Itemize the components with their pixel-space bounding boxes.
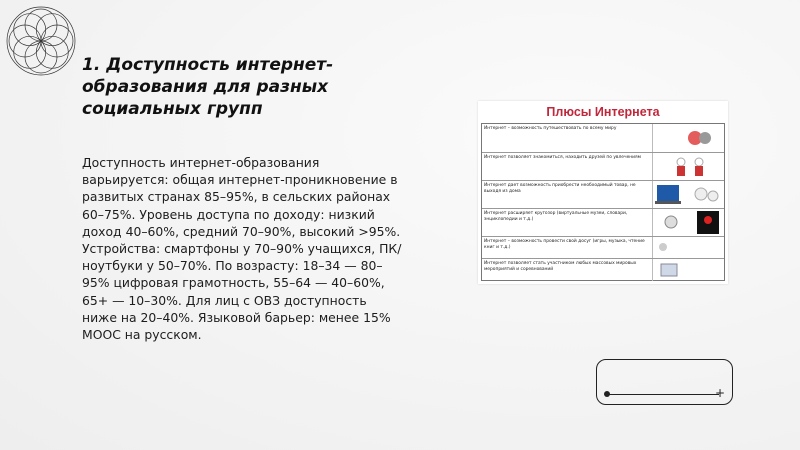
table-row [482,209,724,237]
timeline-box [596,359,733,405]
timeline-line [607,394,719,395]
benefits-table [481,123,725,281]
people-icon [652,153,724,180]
row-text: Интернет позволяет стать участником любых массовых мировых мероприятий и соревнований [484,261,637,272]
music-icon [652,237,724,258]
table-row [482,259,724,281]
table-row [482,124,724,153]
table-row [482,237,724,259]
picture-title: Плюсы Интернета [546,105,660,119]
slide-title: 1. Доступность интернет-образования для разных социальных групп [82,55,334,119]
slide-body-text: Доступность интернет-образования варьируется: общая интернет-проникновение в развитых странах 85–95%, в сельских районах 60–75%. Уровень доступа по доходу: низкий доход 40–60%, средний 70–90%, высокий >95%. Устройства: смартфоны у 70–90% учащихся, ПК/ноутбуки у 50–70%. По возрасту: 18–34 — 80–95% цифровая грамотность, 55–64 — 40–60%, 65+ — 10–30%. Для лиц с ОВЗ доступность ниже на 20–40%. Языковой барьер: менее 15% МООС на русском. [82,155,402,343]
event-icon [652,259,724,281]
row-text: Интернет позволяет знакомиться, находить друзей по увлечениям [484,155,641,160]
computer-icon [652,181,724,208]
row-text: Интернет дает возможность приобрести необходимый товар, не выходя из дома [484,183,636,194]
library-icon [652,209,724,236]
timeline-plus-icon: + [715,386,726,400]
row-text: Интернет – возможность путешествовать по всему миру [484,126,617,131]
internet-benefits-picture [478,101,728,284]
globe-icon [652,124,724,152]
row-text: Интернет – возможность провести свой досуг (игры, музыка, чтение книг и т.д.) [484,239,645,250]
decorative-rosette-icon [4,4,78,78]
timeline-start-dot-icon [604,391,610,397]
table-row [482,153,724,181]
table-row [482,181,724,209]
row-text: Интернет расширяет кругозор (виртуальные музеи, словари, энциклопедии и т.д.) [484,211,628,222]
